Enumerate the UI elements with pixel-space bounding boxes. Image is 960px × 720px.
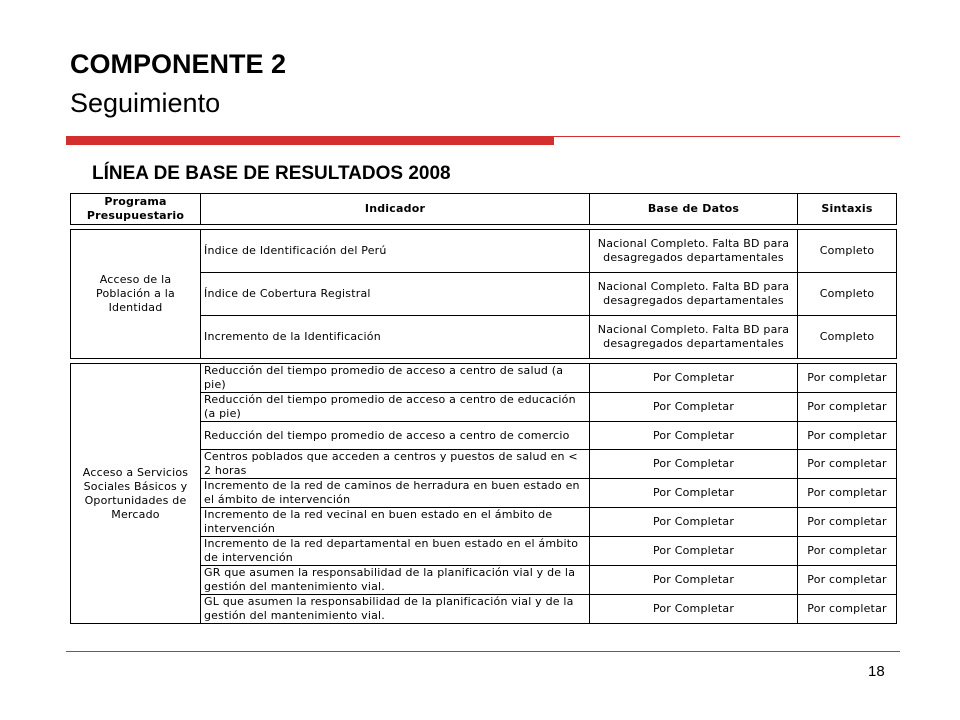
indicador-cell: Incremento de la red de caminos de herradura en buen estado en el ámbito de intervención xyxy=(201,479,590,508)
title-underline-line xyxy=(554,136,900,137)
sintaxis-cell: Por completar xyxy=(798,537,897,566)
sintaxis-cell: Completo xyxy=(798,273,897,316)
base-cell: Por Completar xyxy=(590,422,798,450)
base-cell: Nacional Completo. Falta BD para desagregados departamentales xyxy=(590,230,798,273)
sintaxis-cell: Completo xyxy=(798,316,897,359)
page-subtitle: Seguimiento xyxy=(70,88,221,118)
programa-cell: Acceso de la Población a la Identidad xyxy=(71,230,201,359)
footer-rule xyxy=(66,651,900,652)
indicador-cell: Incremento de la Identificación xyxy=(201,316,590,359)
sintaxis-cell: Por completar xyxy=(798,595,897,624)
indicador-cell: Reducción del tiempo promedio de acceso a centro de comercio xyxy=(201,422,590,450)
sintaxis-cell: Completo xyxy=(798,230,897,273)
base-cell: Por Completar xyxy=(590,364,798,393)
sintaxis-cell: Por completar xyxy=(798,364,897,393)
indicador-cell: Índice de Identificación del Perú xyxy=(201,230,590,273)
title-underline-bar xyxy=(66,136,554,145)
base-cell: Por Completar xyxy=(590,508,798,537)
column-header-indicador: Indicador xyxy=(201,194,590,225)
column-header-sintaxis: Sintaxis xyxy=(798,194,897,225)
base-cell: Por Completar xyxy=(590,450,798,479)
column-header-programa: Programa Presupuestario xyxy=(71,194,201,225)
base-cell: Nacional Completo. Falta BD para desagregados departamentales xyxy=(590,316,798,359)
indicador-cell: Incremento de la red departamental en buen estado en el ámbito de intervención xyxy=(201,537,590,566)
base-cell: Por Completar xyxy=(590,595,798,624)
sintaxis-cell: Por completar xyxy=(798,393,897,422)
table-header-row xyxy=(71,194,897,225)
column-header-base-de-datos: Base de Datos xyxy=(590,194,798,225)
table-row xyxy=(71,364,897,393)
base-cell: Por Completar xyxy=(590,566,798,595)
sintaxis-cell: Por completar xyxy=(798,508,897,537)
base-cell: Por Completar xyxy=(590,393,798,422)
page-number: 18 xyxy=(868,663,885,680)
sintaxis-cell: Por completar xyxy=(798,566,897,595)
results-table xyxy=(70,193,897,624)
section-title: LÍNEA DE BASE DE RESULTADOS 2008 xyxy=(92,163,451,184)
table-row xyxy=(71,230,897,273)
sintaxis-cell: Por completar xyxy=(798,450,897,479)
indicador-cell: Reducción del tiempo promedio de acceso a centro de educación (a pie) xyxy=(201,393,590,422)
base-cell: Nacional Completo. Falta BD para desagregados departamentales xyxy=(590,273,798,316)
indicador-cell: GR que asumen la responsabilidad de la planificación vial y de la gestión del mantenimiento vial. xyxy=(201,566,590,595)
indicador-cell: Reducción del tiempo promedio de acceso a centro de salud (a pie) xyxy=(201,364,590,393)
base-cell: Por Completar xyxy=(590,537,798,566)
indicador-cell: GL que asumen la responsabilidad de la planificación vial y de la gestión del mantenimiento vial. xyxy=(201,595,590,624)
page-title: COMPONENTE 2 xyxy=(70,49,287,79)
programa-cell: Acceso a Servicios Sociales Básicos y Oportunidades de Mercado xyxy=(71,364,201,624)
base-cell: Por Completar xyxy=(590,479,798,508)
sintaxis-cell: Por completar xyxy=(798,479,897,508)
indicador-cell: Índice de Cobertura Registral xyxy=(201,273,590,316)
sintaxis-cell: Por completar xyxy=(798,422,897,450)
indicador-cell: Incremento de la red vecinal en buen estado en el ámbito de intervención xyxy=(201,508,590,537)
indicador-cell: Centros poblados que acceden a centros y puestos de salud en < 2 horas xyxy=(201,450,590,479)
